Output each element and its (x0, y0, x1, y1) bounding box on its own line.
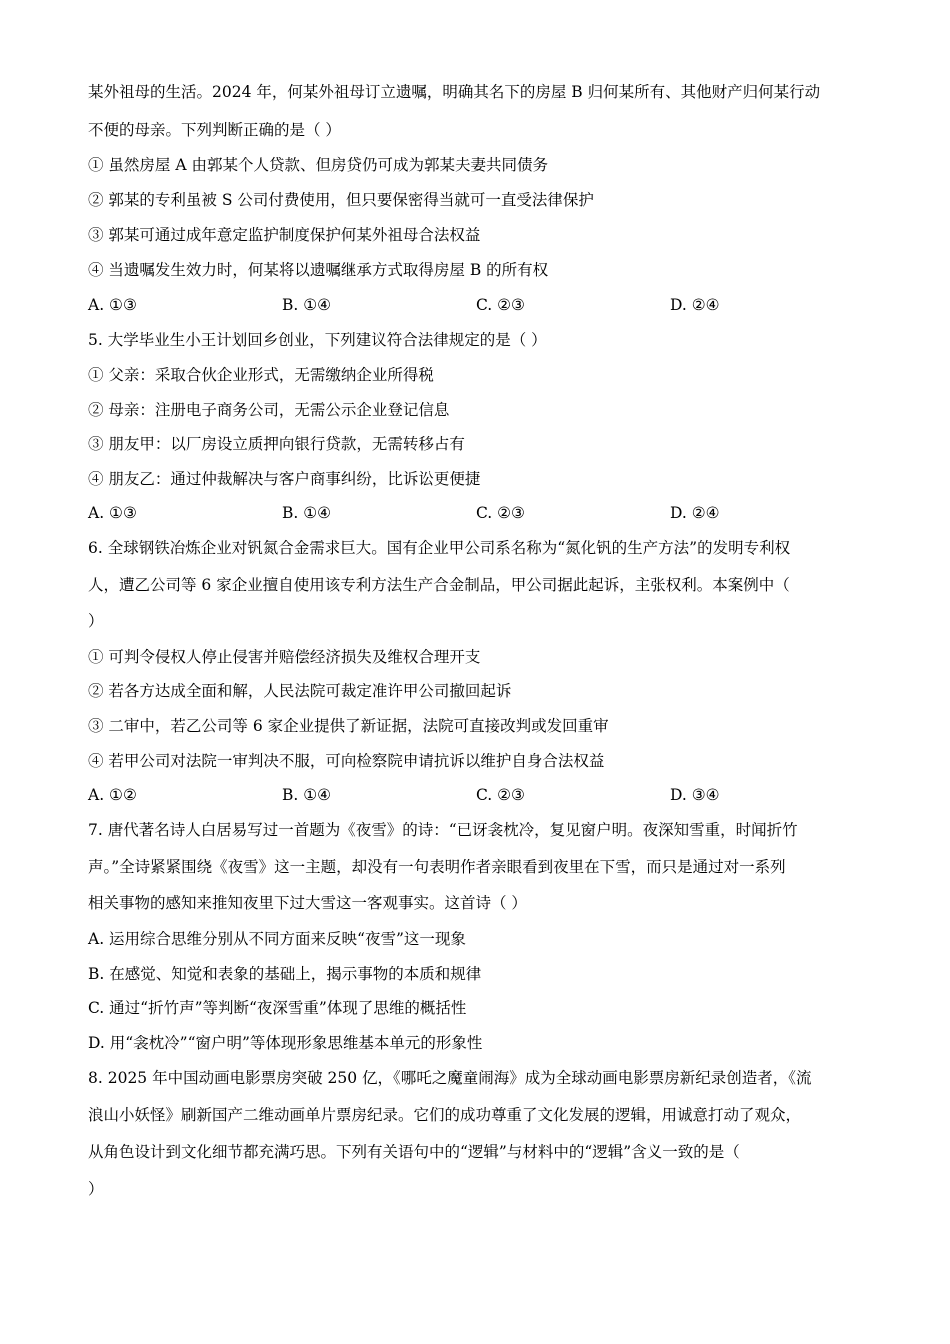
q6-option-a: A. ①② (88, 786, 137, 804)
q7-choice-b: B. 在感觉、知觉和表象的基础上，揭示事物的本质和规律 (88, 965, 482, 983)
q4-item-4: ④ 当遗嘱发生效力时，何某将以遗嘱继承方式取得房屋 B 的所有权 (88, 261, 549, 279)
q5-item-1: ① 父亲：采取合伙企业形式，无需缴纳企业所得税 (88, 366, 434, 384)
q4-option-a: A. ①③ (88, 296, 137, 314)
q5-option-b: B. ①④ (282, 504, 332, 522)
q6-item-1: ① 可判令侵权人停止侵害并赔偿经济损失及维权合理开支 (88, 648, 481, 666)
q6-stem-line-1: 6. 全球钢铁冶炼企业对钒氮合金需求巨大。国有企业甲公司系名称为“氮化钒的生产方法”的发明专利权 (88, 539, 791, 557)
q4-item-2: ② 郭某的专利虽被 S 公司付费使用，但只要保密得当就可一直受法律保护 (88, 191, 594, 209)
q8-stem-line-2: 浪山小妖怪》刷新国产二维动画单片票房纪录。它们的成功尊重了文化发展的逻辑，用诚意打动了观众， (88, 1106, 802, 1124)
q5-item-3: ③ 朋友甲：以厂房设立质押向银行贷款，无需转移占有 (88, 435, 465, 453)
q6-option-c: C. ②③ (476, 786, 525, 804)
q5-option-d: D. ②④ (670, 504, 720, 522)
q6-item-2: ② 若各方达成全面和解，人民法院可裁定准许甲公司撤回起诉 (88, 682, 512, 700)
q6-item-3: ③ 二审中，若乙公司等 6 家企业提供了新证据，法院可直接改判或发回重审 (88, 717, 609, 735)
q7-choice-a: A. 运用综合思维分别从不同方面来反映“夜雪”这一现象 (88, 930, 466, 948)
q4-item-3: ③ 郭某可通过成年意定监护制度保护何某外祖母合法权益 (88, 226, 481, 244)
q6-stem-line-3: ） (88, 612, 104, 630)
q8-stem-line-1: 8. 2025 年中国动画电影票房突破 250 亿，《哪吒之魔童闹海》成为全球动画电影票房新纪录创造者，《流 (88, 1069, 812, 1087)
q5-option-a: A. ①③ (88, 504, 137, 522)
q6-option-b: B. ①④ (282, 786, 332, 804)
q7-stem-line-1: 7. 唐代著名诗人白居易写过一首题为《夜雪》的诗：“已讶衾枕冷，复见窗户明。夜深知雪重，时闻折竹 (88, 821, 798, 839)
q4-stem-line-2: 不便的母亲。下列判断正确的是（ ） (88, 121, 341, 139)
q4-option-d: D. ②④ (670, 296, 720, 314)
q7-choice-d: D. 用“衾枕冷”“窗户明”等体现形象思维基本单元的形象性 (88, 1034, 483, 1052)
q4-option-b: B. ①④ (282, 296, 332, 314)
q5-item-4: ④ 朋友乙：通过仲裁解决与客户商事纠纷，比诉讼更便捷 (88, 470, 481, 488)
q7-stem-line-2: 声。”全诗紧紧围绕《夜雪》这一主题，却没有一句表明作者亲眼看到夜里在下雪，而只是通过对一系列 (88, 858, 786, 876)
q4-option-c: C. ②③ (476, 296, 525, 314)
q5-item-2: ② 母亲：注册电子商务公司，无需公示企业登记信息 (88, 401, 450, 419)
q7-choice-c: C. 通过“折竹声”等判断“夜深雪重”体现了思维的概括性 (88, 999, 467, 1017)
q6-item-4: ④ 若甲公司对法院一审判决不服，可向检察院申请抗诉以维护自身合法权益 (88, 752, 605, 770)
q5-option-c: C. ②③ (476, 504, 525, 522)
q7-stem-line-3: 相关事物的感知来推知夜里下过大雪这一客观事实。这首诗（ ） (88, 894, 527, 912)
q8-stem-line-4: ） (88, 1180, 104, 1198)
q6-stem-line-2: 人，遭乙公司等 6 家企业擅自使用该专利方法生产合金制品，甲公司据此起诉，主张权利。本案例中（ (88, 576, 790, 594)
q5-stem: 5. 大学毕业生小王计划回乡创业，下列建议符合法律规定的是（ ） (88, 331, 547, 349)
q4-stem-line-1: 某外祖母的生活。2024 年，何某外祖母订立遗嘱，明确其名下的房屋 B 归何某所有、其他财产归何某行动 (88, 83, 821, 101)
q4-item-1: ① 虽然房屋 A 由郭某个人贷款、但房贷仍可成为郭某夫妻共同债务 (88, 156, 548, 174)
q8-stem-line-3: 从角色设计到文化细节都充满巧思。下列有关语句中的“逻辑”与材料中的“逻辑”含义一致的是（ (88, 1143, 740, 1161)
q6-option-d: D. ③④ (670, 786, 720, 804)
